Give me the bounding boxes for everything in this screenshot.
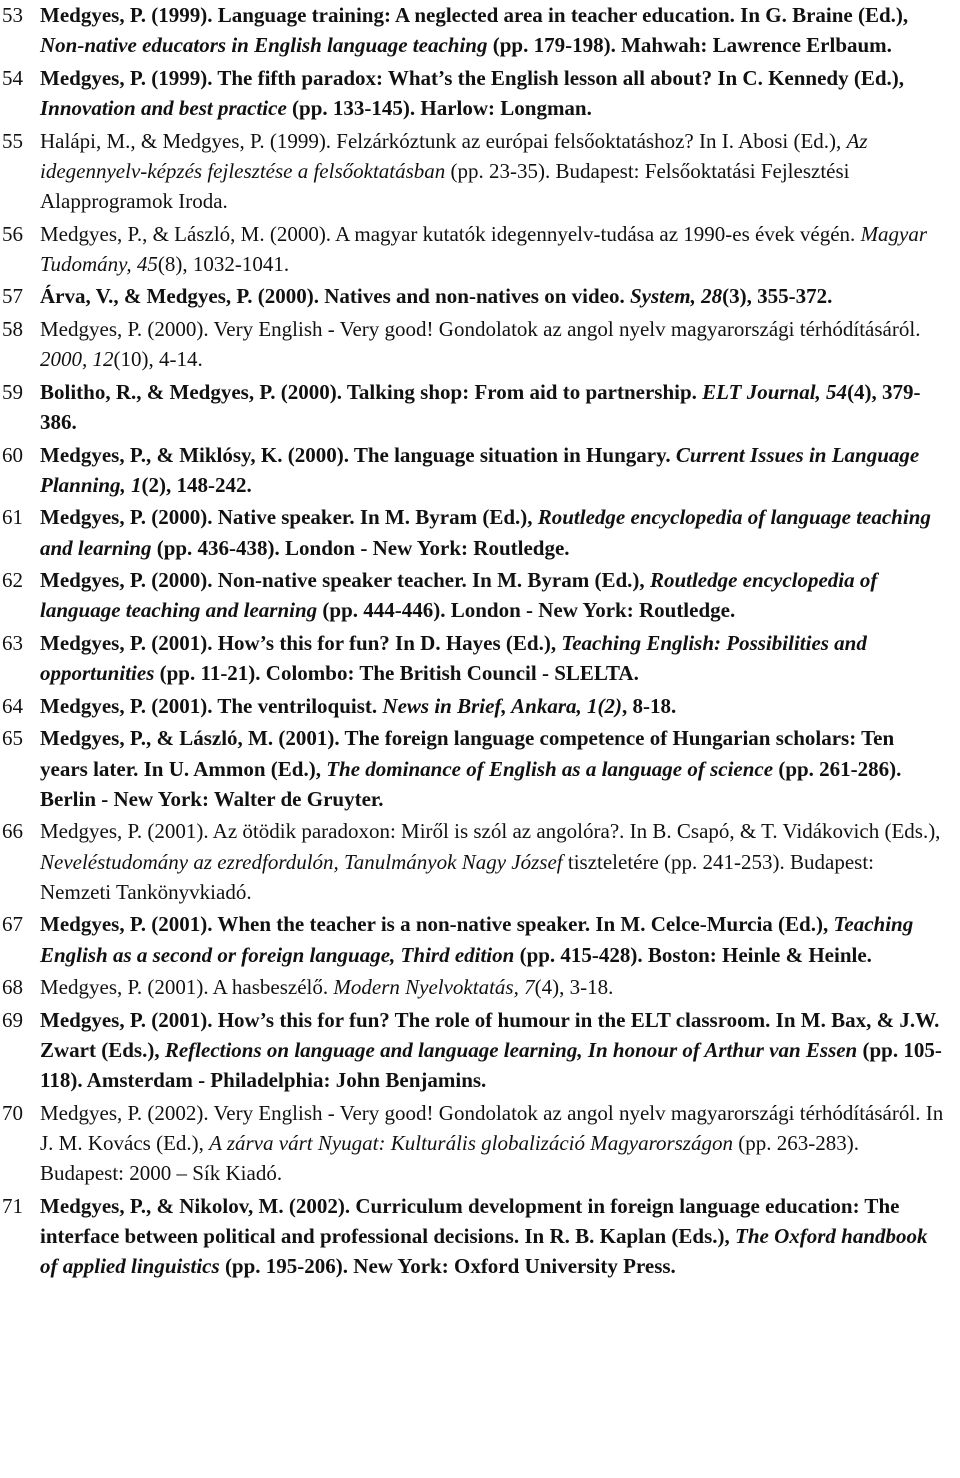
reference-entry — [0, 723, 960, 814]
reference-text — [40, 726, 901, 810]
reference-entry — [0, 0, 960, 60]
reference-entry — [0, 502, 960, 562]
reference-text-segment: Medgyes, P. (2000). Very English - Very good! Gondolatok az angol nyelv magyarországi térhódításáról. — [40, 316, 921, 341]
reference-number: 58 — [2, 316, 23, 341]
reference-text-segment: Medgyes, P. (2001). A hasbeszélő. — [40, 975, 334, 1000]
reference-text-segment: (pp. 23-35). Budapest: Felsőoktatási Fejlesztési Alapprogramok Iroda. — [40, 158, 850, 213]
reference-entry — [0, 1098, 960, 1189]
reference-text-segment: Medgyes, P. (2001). How’s this for fun? The role of humour in the ELT classroom. In M. Bax, & J.W. Zwart (Eds.), — [40, 1007, 940, 1062]
reference-number: 69 — [2, 1007, 23, 1032]
reference-title-italic: (2) — [597, 693, 623, 718]
reference-text-segment: (4), 379-386. — [40, 379, 921, 434]
reference-text-segment: Medgyes, P. (2001). The ventriloquist. — [40, 693, 383, 718]
reference-title-italic: Magyar Tudomány, 45 — [40, 221, 928, 276]
reference-number: 64 — [2, 693, 23, 718]
reference-text-segment: (pp. 179-198). Mahwah: Lawrence Erlbaum. — [487, 33, 892, 58]
reference-text-segment: Medgyes, P. (1999). Language training: A neglected area in teacher education. In G. Braine (Ed.), — [40, 3, 909, 27]
reference-text — [40, 975, 613, 999]
reference-title-italic: Routledge encyclopedia of language teaching and learning — [40, 568, 878, 623]
reference-text — [40, 66, 904, 120]
reference-text-segment: Medgyes, P. (2001). When the teacher is a non-native speaker. In M. Celce-Murcia (Ed.), — [40, 912, 834, 937]
reference-text-segment: Medgyes, P. (1999). The fifth paradox: What’s the English lesson all about? In C. Kennedy (Ed.), — [40, 65, 905, 90]
reference-text-segment: Medgyes, P., & László, M. (2001). The foreign language competence of Hungarian scholars: Ten years later. In U. Ammon (Ed.), — [40, 726, 895, 781]
reference-text-segment: (pp. 263-283). Budapest: 2000 – Sík Kiadó. — [40, 1130, 859, 1186]
reference-text — [40, 284, 832, 308]
reference-title-italic: Current Issues in Language Planning, 1 — [40, 442, 920, 497]
reference-text-segment: (10), 4-14. — [113, 347, 203, 372]
reference-text — [40, 1008, 942, 1092]
reference-entry — [0, 1005, 960, 1096]
reference-number: 67 — [2, 912, 23, 937]
reference-entry — [0, 63, 960, 123]
reference-text — [40, 505, 931, 559]
reference-title-italic: ELT Journal, 54 — [702, 379, 848, 404]
reference-title-italic: Non-native educators in English language teaching — [40, 33, 488, 58]
reference-entry — [0, 909, 960, 969]
reference-entry — [0, 1191, 960, 1282]
reference-entry — [0, 440, 960, 500]
reference-title-italic: Neveléstudomány az ezredfordulón, Tanulmányok Nagy József — [40, 849, 563, 874]
reference-text-segment: (pp. 436-438). London - New York: Routledge. — [151, 535, 570, 560]
reference-text-segment: Árva, V., & Medgyes, P. (2000). Natives and non-natives on video. — [40, 284, 630, 309]
reference-number: 54 — [2, 65, 23, 90]
reference-text — [40, 819, 940, 903]
reference-title-italic: Teaching English as a second or foreign language, Third edition — [40, 912, 914, 967]
reference-title-italic: Routledge encyclopedia of language teaching and learning — [40, 505, 931, 560]
reference-text-segment: (pp. 195-206). New York: Oxford University Press. — [219, 1254, 676, 1279]
reference-entry — [0, 816, 960, 907]
reference-entry — [0, 126, 960, 217]
reference-number: 62 — [2, 568, 23, 593]
reference-text-segment: (pp. 444-446). London - New York: Routledge. — [317, 598, 736, 623]
reference-entry — [0, 377, 960, 437]
reference-number: 66 — [2, 819, 23, 844]
reference-entry — [0, 219, 960, 279]
reference-title-italic: The Oxford handbook of applied linguistics — [40, 1223, 928, 1279]
reference-text — [40, 912, 913, 966]
reference-number: 65 — [2, 726, 23, 751]
reference-title-italic: 2000, 12 — [40, 347, 114, 372]
reference-entry — [0, 628, 960, 688]
reference-text-segment: (pp. 415-428). Boston: Heinle & Heinle. — [514, 942, 872, 967]
reference-entry — [0, 565, 960, 625]
reference-text-segment: (pp. 261-286). Berlin - New York: Walter de Gruyter. — [40, 756, 902, 811]
reference-text — [40, 129, 868, 213]
reference-number: 70 — [2, 1100, 23, 1125]
reference-number: 61 — [2, 505, 23, 530]
reference-text-segment: (3), 355-372. — [722, 284, 833, 309]
reference-text-segment: Halápi, M., & Medgyes, P. (1999). Felzárkóztunk az európai felsőoktatáshoz? In I. Abosi (Ed.), — [40, 128, 847, 153]
reference-number: 63 — [2, 630, 23, 655]
reference-text-segment: tiszteletére (pp. 241-253). Budapest: Nemzeti Tankönyvkiadó. — [40, 849, 875, 904]
reference-text-segment: Medgyes, P. (2000). Non-native speaker teacher. In M. Byram (Ed.), — [40, 568, 650, 593]
reference-title-italic: Modern Nyelvoktatás, 7 — [333, 975, 535, 1000]
reference-text — [40, 1101, 943, 1185]
reference-text-segment: , 8-18. — [622, 693, 677, 718]
reference-title-italic: Reflections on language and language learning, In honour of Arthur van Essen — [164, 1037, 858, 1062]
reference-text — [40, 317, 920, 371]
reference-title-italic: Az idegennyelv-képzés fejlesztése a felsőoktatásban — [40, 128, 868, 183]
reference-number: 60 — [2, 442, 23, 467]
reference-text-segment: Medgyes, P. (2001). Az ötödik paradoxon: Miről is szól az angolóra?. In B. Csapó, & T. Vidákovich (Eds.), — [40, 819, 941, 844]
reference-number: 57 — [2, 284, 23, 309]
reference-text-segment: Medgyes, P. (2000). Native speaker. In M. Byram (Ed.), — [40, 505, 538, 530]
reference-text-segment: (8), 1032-1041. — [157, 251, 290, 276]
reference-text-segment: (pp. 105-118). Amsterdam - Philadelphia: John Benjamins. — [40, 1037, 942, 1093]
reference-text — [40, 1194, 928, 1278]
reference-text — [40, 222, 927, 276]
reference-number: 56 — [2, 221, 23, 246]
reference-text-segment: Medgyes, P., & Miklósy, K. (2000). The language situation in Hungary. — [40, 442, 676, 467]
reference-text — [40, 443, 919, 497]
reference-number: 71 — [2, 1193, 23, 1218]
reference-text-segment: (4), 3-18. — [534, 975, 614, 1000]
reference-title-italic: System, 28 — [629, 284, 723, 309]
reference-title-italic: News in Brief, Ankara, 1 — [382, 693, 598, 718]
reference-number: 59 — [2, 379, 23, 404]
reference-entry — [0, 281, 960, 311]
reference-text-segment: (pp. 11-21). Colombo: The British Council - SLELTA. — [154, 661, 639, 686]
reference-text-segment: (pp. 133-145). Harlow: Longman. — [286, 96, 592, 120]
reference-entry — [0, 314, 960, 374]
reference-text — [40, 694, 676, 718]
reference-text-segment: Medgyes, P., & Nikolov, M. (2002). Curriculum development in foreign language education: The interface between political and professional decisions. In R. B. Kaplan (Eds.), — [40, 1193, 900, 1248]
reference-text-segment: Bolitho, R., & Medgyes, P. (2000). Talking shop: From aid to partnership. — [40, 379, 703, 404]
reference-text-segment: Medgyes, P. (2001). How’s this for fun? In D. Hayes (Ed.), — [40, 630, 562, 655]
reference-title-italic: The dominance of English as a language of science — [326, 756, 774, 781]
reference-entry — [0, 972, 960, 1002]
reference-title-italic: Innovation and best practice — [40, 96, 287, 120]
reference-text-segment: (2), 148-242. — [141, 472, 252, 497]
reference-entry — [0, 691, 960, 721]
reference-number: 55 — [2, 128, 23, 153]
reference-text — [40, 380, 921, 434]
reference-text — [40, 3, 908, 57]
reference-text — [40, 631, 867, 685]
reference-title-italic: A zárva várt Nyugat: Kulturális globalizáció Magyarországon — [209, 1130, 733, 1155]
reference-text-segment: Medgyes, P. (2002). Very English - Very good! Gondolatok az angol nyelv magyarországi térhódításáról. In J. M. Kovács (Ed.), — [40, 1100, 944, 1155]
reference-number: 53 — [2, 3, 23, 27]
reference-text-segment: Medgyes, P., & László, M. (2000). A magyar kutatók idegennyelv-tudása az 1990-es évek végén. — [40, 221, 861, 246]
reference-text — [40, 568, 877, 622]
reference-number: 68 — [2, 975, 23, 1000]
reference-title-italic: Teaching English: Possibilities and opportunities — [40, 630, 867, 686]
